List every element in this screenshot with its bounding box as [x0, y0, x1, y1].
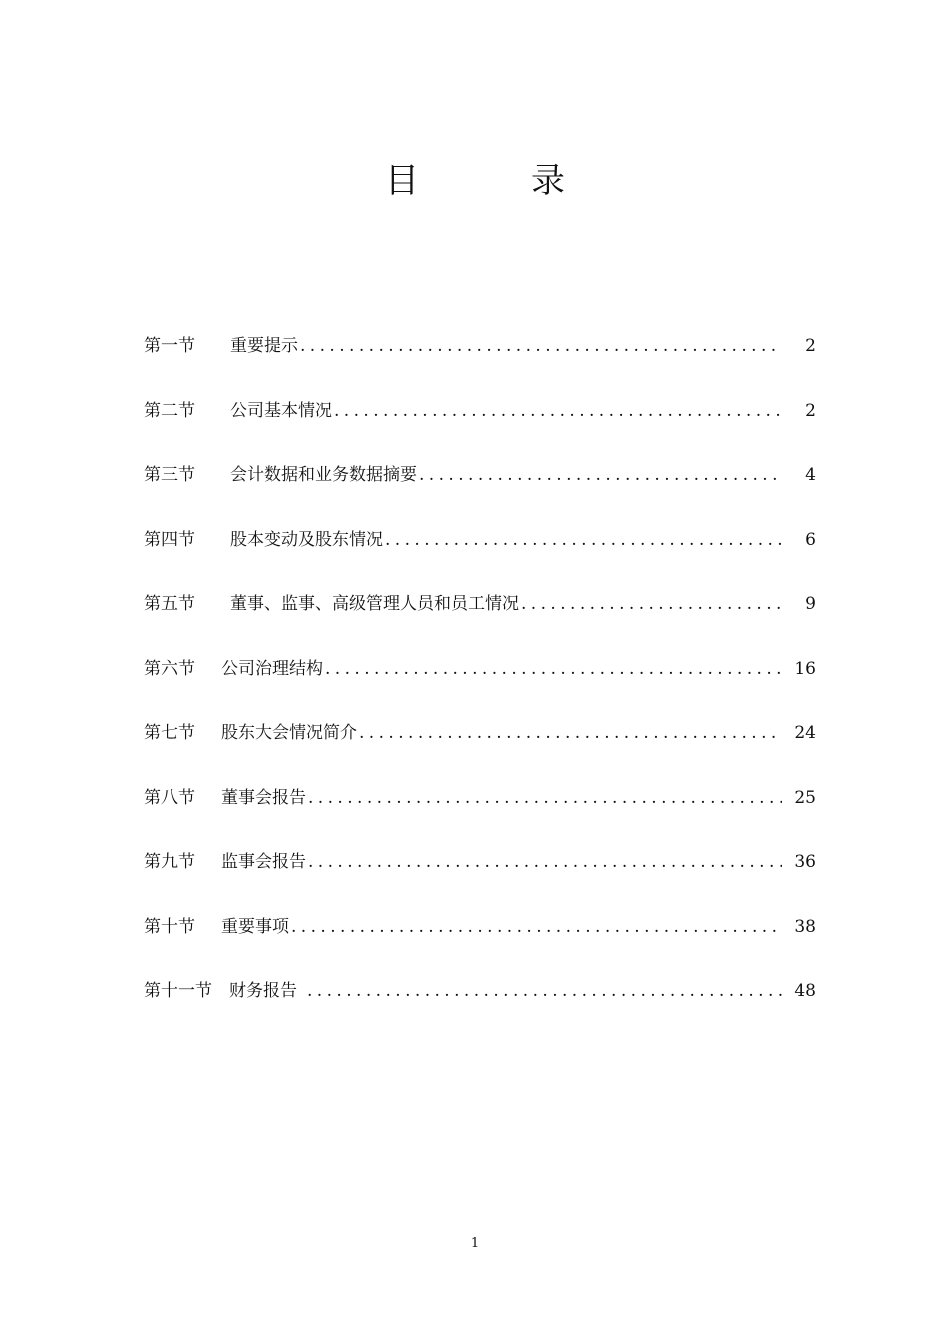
toc-row[interactable] — [144, 842, 816, 907]
toc-section: 第三节 — [144, 465, 195, 485]
toc-leader — [383, 520, 782, 560]
toc-page: 16 — [794, 658, 816, 679]
title-char-left: 目 — [385, 161, 419, 201]
toc-title: 董事、监事、高级管理人员和员工情况 — [230, 594, 519, 614]
page-title — [0, 158, 950, 204]
toc-section: 第十节 — [144, 916, 195, 937]
toc-title: 股本变动及股东情况 — [230, 529, 383, 550]
toc-leader — [417, 455, 782, 495]
toc-page: 48 — [794, 981, 816, 1001]
toc-row[interactable] — [144, 391, 816, 456]
toc-section: 第八节 — [144, 787, 195, 808]
toc-section: 第九节 — [144, 852, 195, 872]
toc-row[interactable] — [144, 326, 816, 391]
toc-title: 公司基本情况 — [230, 400, 332, 421]
toc-title: 公司治理结构 — [221, 658, 323, 679]
toc-section: 第二节 — [144, 400, 195, 421]
toc-leader — [306, 778, 782, 818]
toc-page: 4 — [805, 465, 816, 485]
toc-page: 25 — [794, 787, 816, 808]
toc-row[interactable] — [144, 971, 816, 1036]
toc-title: 会计数据和业务数据摘要 — [230, 465, 417, 485]
toc-page: 2 — [805, 336, 816, 356]
toc-leader — [519, 584, 782, 624]
toc-title: 重要提示 — [230, 336, 298, 356]
toc-section: 第七节 — [144, 723, 195, 743]
toc-row[interactable] — [144, 713, 816, 778]
toc-title: 股东大会情况简介 — [221, 723, 357, 743]
toc-row[interactable] — [144, 649, 816, 714]
toc-title: 监事会报告 — [221, 852, 306, 872]
table-of-contents — [144, 326, 816, 1036]
toc-leader — [297, 971, 782, 1011]
toc-title: 财务报告 — [229, 981, 297, 1001]
toc-row[interactable] — [144, 907, 816, 972]
toc-title: 董事会报告 — [221, 787, 306, 808]
title-char-right: 录 — [531, 161, 565, 201]
toc-section: 第四节 — [144, 529, 195, 550]
toc-leader — [306, 842, 782, 882]
toc-row[interactable] — [144, 778, 816, 843]
toc-page: 2 — [805, 400, 816, 421]
toc-leader — [357, 713, 782, 753]
toc-section: 第一节 — [144, 336, 195, 356]
toc-section: 第五节 — [144, 594, 195, 614]
page-number: 1 — [470, 1236, 480, 1251]
toc-section: 第十一节 — [144, 981, 212, 1001]
toc-row[interactable] — [144, 584, 816, 649]
toc-leader — [298, 326, 782, 366]
toc-section: 第六节 — [144, 658, 195, 679]
toc-leader — [289, 907, 782, 947]
toc-row[interactable] — [144, 520, 816, 585]
toc-page: 9 — [805, 594, 816, 614]
toc-leader — [323, 649, 782, 689]
toc-leader — [332, 391, 782, 431]
toc-row[interactable] — [144, 455, 816, 520]
toc-page: 38 — [794, 916, 816, 937]
toc-title: 重要事项 — [221, 916, 289, 937]
toc-page: 6 — [805, 529, 816, 550]
toc-page: 36 — [794, 852, 816, 872]
toc-page: 24 — [794, 723, 816, 743]
